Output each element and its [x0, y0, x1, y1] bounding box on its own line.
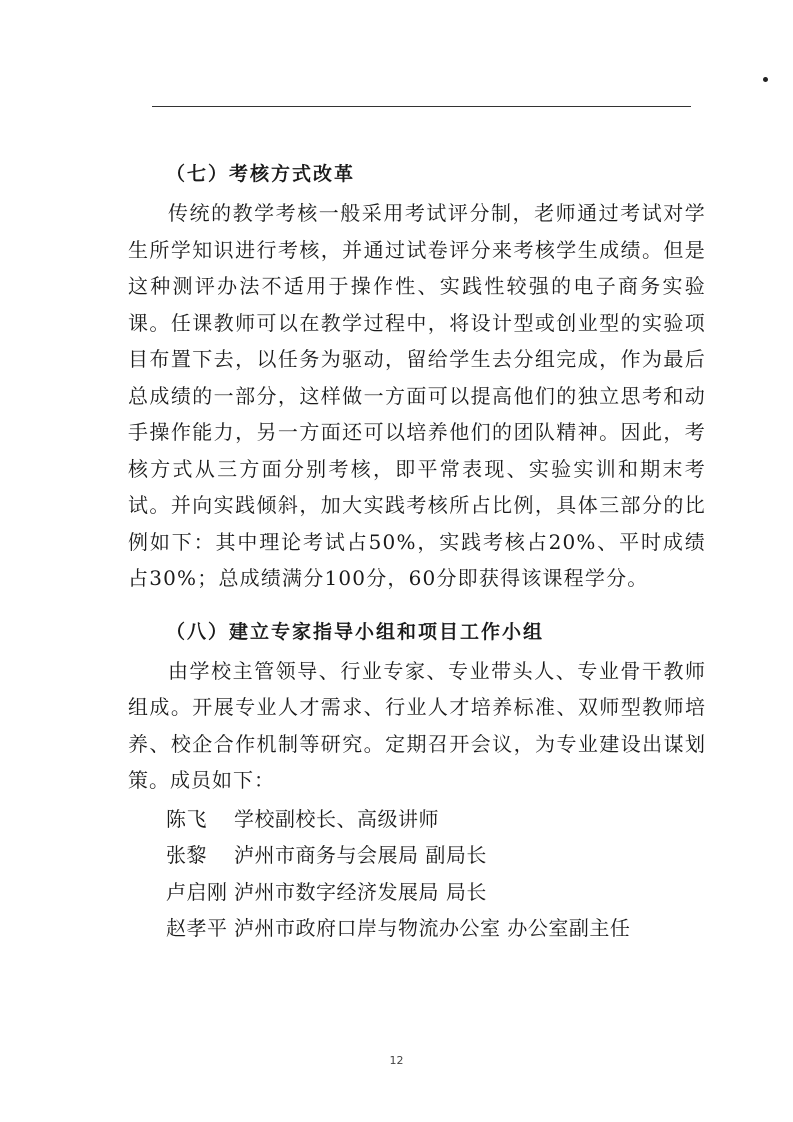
- member-role: 泸州市商务与会展局 副局长: [234, 843, 487, 867]
- section-7-paragraph: 传统的教学考核一般采用考试评分制，老师通过考试对学生所学知识进行考核，并通过试卷评分来考核学生成绩。但是这种测评办法不适用于操作性、实践性较强的电子商务实验课。任课教师可以在教学过程中，将设计型或创业型的实验项目布置下去，以任务为驱动，留给学生去分组完成，作为最后总成绩的一部分，这样做一方面可以提高他们的独立思考和动手操作能力，另一方面还可以培养他们的团队精神。因此，考核方式从三方面分别考核，即平常表现、实验实训和期末考试。并向实践倾斜，加大实践考核所占比例，具体三部分的比例如下：其中理论考试占50%，实践考核占20%、平时成绩占30%；总成绩满分100分，60分即获得该课程学分。: [128, 201, 706, 590]
- member-item: [128, 801, 706, 838]
- member-list: [128, 801, 706, 947]
- member-name: 张黎: [166, 843, 207, 867]
- member-name: 赵孝平: [166, 916, 228, 940]
- member-name: 陈飞: [166, 806, 207, 831]
- member-role: 学校副校长、高级讲师: [234, 806, 439, 831]
- member-item: [128, 874, 706, 911]
- section-8-paragraph: 由学校主管领导、行业专家、专业带头人、专业骨干教师组成。开展专业人才需求、行业人才培养标准、双师型教师培养、校企合作机制等研究。定期召开会议，为专业建设出谋划策。成员如下：: [128, 658, 706, 792]
- scan-mark: [763, 77, 768, 82]
- section-7-heading: （七）考核方式改革: [166, 163, 356, 185]
- member-name: 卢启刚: [166, 879, 228, 904]
- header-rule: [152, 106, 691, 107]
- page-content: [128, 153, 706, 947]
- member-role: 泸州市政府口岸与物流办公室 办公室副主任: [234, 916, 631, 940]
- member-item: [128, 837, 706, 874]
- section-8-heading: （八）建立专家指导小组和项目工作小组: [166, 620, 545, 643]
- member-item: [128, 910, 706, 947]
- member-role: 泸州市数字经济发展局 局长: [234, 879, 487, 904]
- page-number: 12: [389, 1054, 404, 1067]
